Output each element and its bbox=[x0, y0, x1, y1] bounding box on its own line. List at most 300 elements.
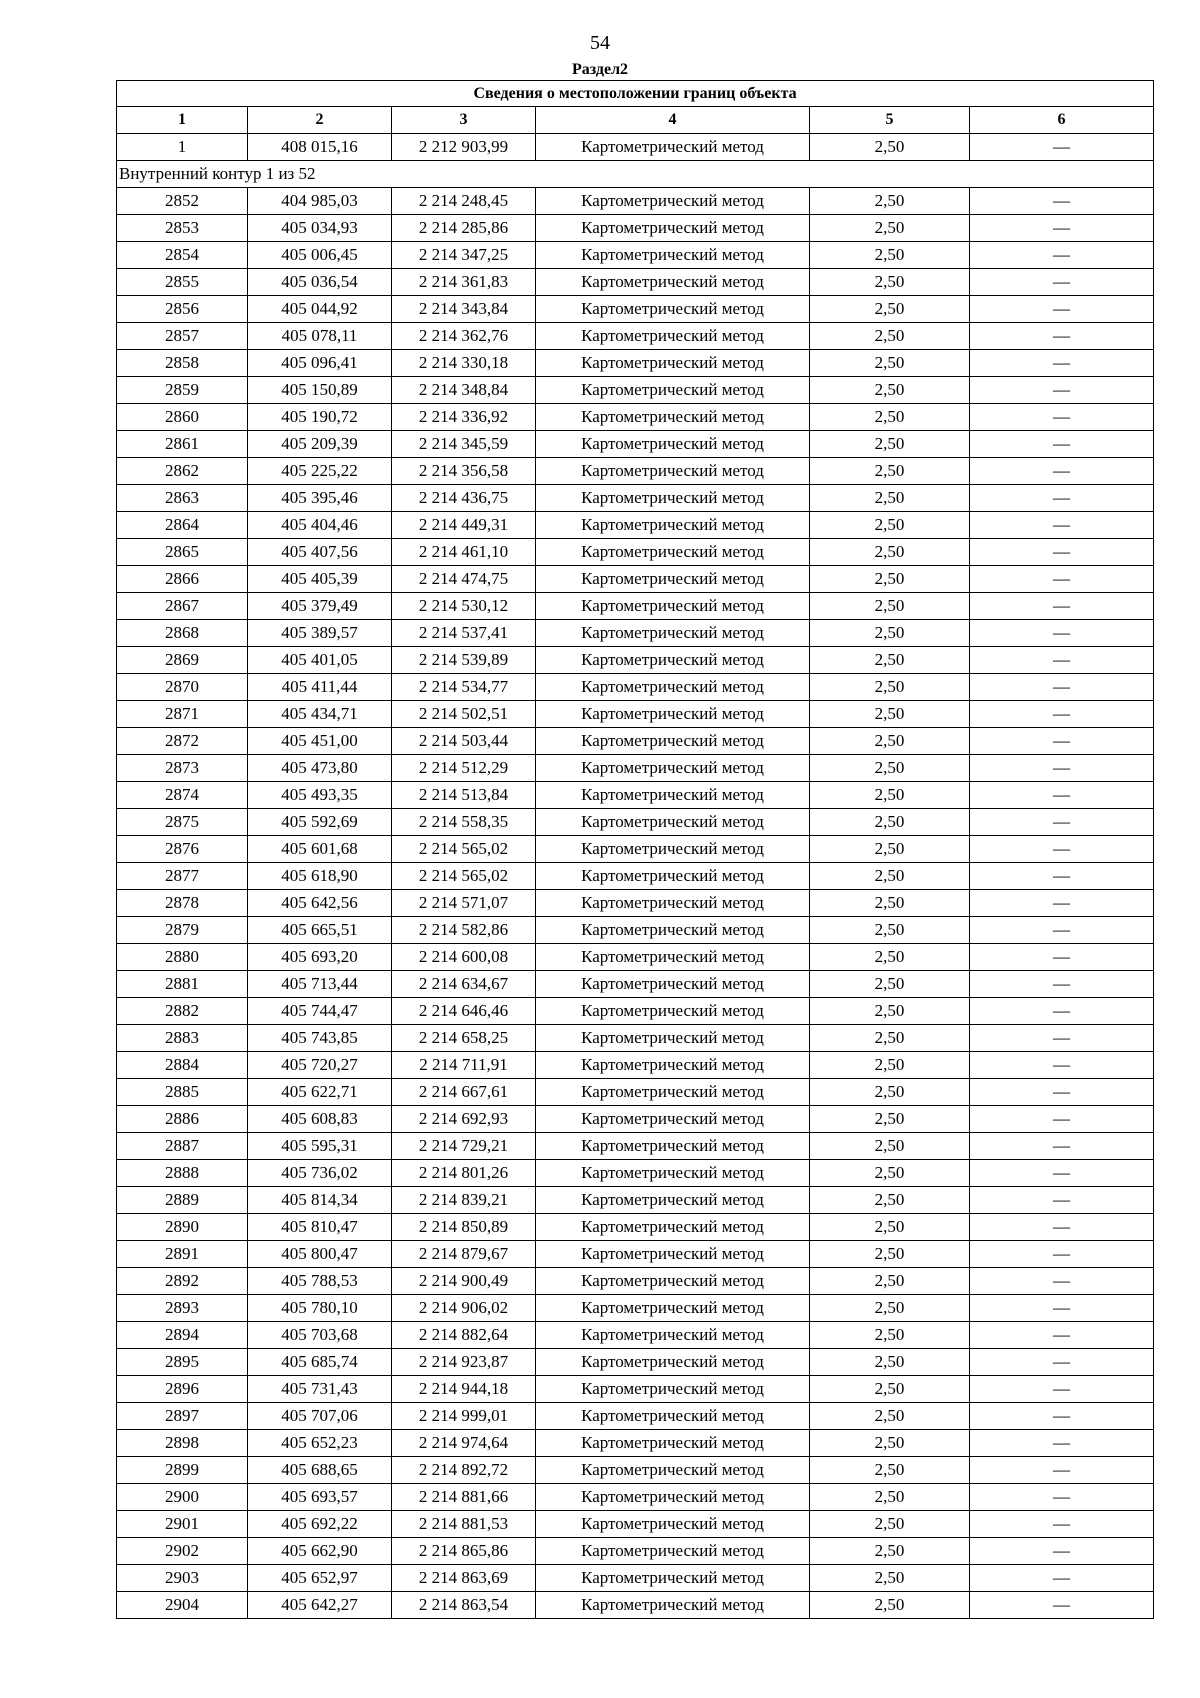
table-row bbox=[117, 1079, 1154, 1106]
accuracy-cell: 2,50 bbox=[810, 1592, 970, 1619]
x-coordinate-cell: 405 652,97 bbox=[248, 1565, 392, 1592]
y-coordinate-cell: 2 214 667,61 bbox=[392, 1079, 536, 1106]
x-coordinate-cell: 405 642,56 bbox=[248, 890, 392, 917]
accuracy-cell: 2,50 bbox=[810, 674, 970, 701]
accuracy-cell: 2,50 bbox=[810, 1133, 970, 1160]
point-number-cell: 2902 bbox=[117, 1538, 248, 1565]
description-cell: — bbox=[970, 1268, 1154, 1295]
method-cell: Картометрический метод bbox=[536, 1241, 810, 1268]
y-coordinate-cell: 2 214 900,49 bbox=[392, 1268, 536, 1295]
accuracy-cell: 2,50 bbox=[810, 647, 970, 674]
x-coordinate-cell: 405 404,46 bbox=[248, 512, 392, 539]
y-coordinate-cell: 2 214 537,41 bbox=[392, 620, 536, 647]
point-number-cell: 2871 bbox=[117, 701, 248, 728]
table-row bbox=[117, 1430, 1154, 1457]
description-cell: — bbox=[970, 1295, 1154, 1322]
method-cell: Картометрический метод bbox=[536, 1133, 810, 1160]
description-cell: — bbox=[970, 1025, 1154, 1052]
y-coordinate-cell: 2 214 502,51 bbox=[392, 701, 536, 728]
table-row bbox=[117, 188, 1154, 215]
point-number-cell: 2865 bbox=[117, 539, 248, 566]
table-row bbox=[117, 215, 1154, 242]
y-coordinate-cell: 2 214 571,07 bbox=[392, 890, 536, 917]
description-cell: — bbox=[970, 647, 1154, 674]
point-number-cell: 2881 bbox=[117, 971, 248, 998]
y-coordinate-cell: 2 214 347,25 bbox=[392, 242, 536, 269]
accuracy-cell: 2,50 bbox=[810, 863, 970, 890]
accuracy-cell: 2,50 bbox=[810, 1484, 970, 1511]
description-cell: — bbox=[970, 1484, 1154, 1511]
point-number-cell: 2892 bbox=[117, 1268, 248, 1295]
method-cell: Картометрический метод bbox=[536, 944, 810, 971]
method-cell: Картометрический метод bbox=[536, 269, 810, 296]
x-coordinate-cell: 405 693,57 bbox=[248, 1484, 392, 1511]
method-cell: Картометрический метод bbox=[536, 971, 810, 998]
x-coordinate-cell: 405 713,44 bbox=[248, 971, 392, 998]
method-cell: Картометрический метод bbox=[536, 1079, 810, 1106]
point-number-cell: 2872 bbox=[117, 728, 248, 755]
point-number-cell: 2883 bbox=[117, 1025, 248, 1052]
method-cell: Картометрический метод bbox=[536, 1025, 810, 1052]
x-coordinate-cell: 405 225,22 bbox=[248, 458, 392, 485]
accuracy-cell: 2,50 bbox=[810, 755, 970, 782]
table-row bbox=[117, 242, 1154, 269]
accuracy-cell: 2,50 bbox=[810, 512, 970, 539]
x-coordinate-cell: 405 608,83 bbox=[248, 1106, 392, 1133]
x-coordinate-cell: 405 006,45 bbox=[248, 242, 392, 269]
x-coordinate-cell: 405 743,85 bbox=[248, 1025, 392, 1052]
accuracy-cell: 2,50 bbox=[810, 539, 970, 566]
point-number-cell: 2858 bbox=[117, 350, 248, 377]
x-coordinate-cell: 405 592,69 bbox=[248, 809, 392, 836]
accuracy-cell: 2,50 bbox=[810, 350, 970, 377]
x-coordinate-cell: 405 209,39 bbox=[248, 431, 392, 458]
y-coordinate-cell: 2 214 512,29 bbox=[392, 755, 536, 782]
x-coordinate-cell: 405 411,44 bbox=[248, 674, 392, 701]
table-row bbox=[117, 1214, 1154, 1241]
x-coordinate-cell: 405 810,47 bbox=[248, 1214, 392, 1241]
method-cell: Картометрический метод bbox=[536, 647, 810, 674]
description-cell: — bbox=[970, 188, 1154, 215]
description-cell: — bbox=[970, 1160, 1154, 1187]
description-cell: — bbox=[970, 1511, 1154, 1538]
x-coordinate-cell: 405 401,05 bbox=[248, 647, 392, 674]
table-row bbox=[117, 593, 1154, 620]
table-row bbox=[117, 809, 1154, 836]
x-coordinate-cell: 405 395,46 bbox=[248, 485, 392, 512]
y-coordinate-cell: 2 214 879,67 bbox=[392, 1241, 536, 1268]
method-cell: Картометрический метод bbox=[536, 1484, 810, 1511]
point-number-cell: 2901 bbox=[117, 1511, 248, 1538]
y-coordinate-cell: 2 214 285,86 bbox=[392, 215, 536, 242]
x-coordinate-cell: 404 985,03 bbox=[248, 188, 392, 215]
accuracy-cell: 2,50 bbox=[810, 1430, 970, 1457]
y-coordinate-cell: 2 214 999,01 bbox=[392, 1403, 536, 1430]
point-number-cell: 2880 bbox=[117, 944, 248, 971]
accuracy-cell: 2,50 bbox=[810, 269, 970, 296]
point-number-cell: 2903 bbox=[117, 1565, 248, 1592]
method-cell: Картометрический метод bbox=[536, 566, 810, 593]
page-number: 54 bbox=[590, 32, 610, 54]
point-number-cell: 2862 bbox=[117, 458, 248, 485]
table-row bbox=[117, 1349, 1154, 1376]
description-cell: — bbox=[970, 1457, 1154, 1484]
point-number-cell: 2890 bbox=[117, 1214, 248, 1241]
table-row bbox=[117, 1106, 1154, 1133]
point-number-cell: 2853 bbox=[117, 215, 248, 242]
table-row bbox=[117, 512, 1154, 539]
point-number-cell: 2868 bbox=[117, 620, 248, 647]
method-cell: Картометрический метод bbox=[536, 1106, 810, 1133]
description-cell: — bbox=[970, 458, 1154, 485]
accuracy-cell: 2,50 bbox=[810, 1268, 970, 1295]
accuracy-cell: 2,50 bbox=[810, 1025, 970, 1052]
point-number-cell: 2852 bbox=[117, 188, 248, 215]
point-number-cell: 2874 bbox=[117, 782, 248, 809]
accuracy-cell: 2,50 bbox=[810, 1241, 970, 1268]
x-coordinate-cell: 405 150,89 bbox=[248, 377, 392, 404]
x-coordinate-cell: 405 096,41 bbox=[248, 350, 392, 377]
method-cell: Картометрический метод bbox=[536, 1268, 810, 1295]
y-coordinate-cell: 2 214 345,59 bbox=[392, 431, 536, 458]
method-cell: Картометрический метод bbox=[536, 350, 810, 377]
accuracy-cell: 2,50 bbox=[810, 836, 970, 863]
point-number-cell: 2861 bbox=[117, 431, 248, 458]
column-number-row bbox=[117, 107, 1154, 134]
contour-label-row bbox=[117, 161, 1154, 188]
point-number-cell: 2904 bbox=[117, 1592, 248, 1619]
table-row bbox=[117, 863, 1154, 890]
x-coordinate-cell: 405 652,23 bbox=[248, 1430, 392, 1457]
description-cell: — bbox=[970, 134, 1154, 161]
y-coordinate-cell: 2 214 944,18 bbox=[392, 1376, 536, 1403]
accuracy-cell: 2,50 bbox=[810, 1214, 970, 1241]
point-number-cell: 2856 bbox=[117, 296, 248, 323]
x-coordinate-cell: 405 800,47 bbox=[248, 1241, 392, 1268]
table-row bbox=[117, 1295, 1154, 1322]
description-cell: — bbox=[970, 728, 1154, 755]
table-row bbox=[117, 890, 1154, 917]
table-row bbox=[117, 944, 1154, 971]
point-number-cell: 2877 bbox=[117, 863, 248, 890]
table-row bbox=[117, 647, 1154, 674]
table-row bbox=[117, 728, 1154, 755]
accuracy-cell: 2,50 bbox=[810, 242, 970, 269]
y-coordinate-cell: 2 214 658,25 bbox=[392, 1025, 536, 1052]
accuracy-cell: 2,50 bbox=[810, 1349, 970, 1376]
point-number-cell: 2864 bbox=[117, 512, 248, 539]
accuracy-cell: 2,50 bbox=[810, 323, 970, 350]
method-cell: Картометрический метод bbox=[536, 1376, 810, 1403]
accuracy-cell: 2,50 bbox=[810, 620, 970, 647]
y-coordinate-cell: 2 214 530,12 bbox=[392, 593, 536, 620]
y-coordinate-cell: 2 214 582,86 bbox=[392, 917, 536, 944]
table-row bbox=[117, 458, 1154, 485]
accuracy-cell: 2,50 bbox=[810, 701, 970, 728]
table-row bbox=[117, 1241, 1154, 1268]
point-number-cell: 2859 bbox=[117, 377, 248, 404]
y-coordinate-cell: 2 214 692,93 bbox=[392, 1106, 536, 1133]
method-cell: Картометрический метод bbox=[536, 593, 810, 620]
accuracy-cell: 2,50 bbox=[810, 971, 970, 998]
accuracy-cell: 2,50 bbox=[810, 1538, 970, 1565]
table-row bbox=[117, 269, 1154, 296]
x-coordinate-cell: 405 693,20 bbox=[248, 944, 392, 971]
description-cell: — bbox=[970, 296, 1154, 323]
method-cell: Картометрический метод bbox=[536, 917, 810, 944]
y-coordinate-cell: 2 214 600,08 bbox=[392, 944, 536, 971]
table-row bbox=[117, 296, 1154, 323]
y-coordinate-cell: 2 214 882,64 bbox=[392, 1322, 536, 1349]
x-coordinate-cell: 405 601,68 bbox=[248, 836, 392, 863]
point-number-cell: 2887 bbox=[117, 1133, 248, 1160]
x-coordinate-cell: 408 015,16 bbox=[248, 134, 392, 161]
section-title: Раздел2 bbox=[571, 61, 629, 78]
table-row bbox=[117, 1538, 1154, 1565]
point-number-cell: 2860 bbox=[117, 404, 248, 431]
description-cell: — bbox=[970, 1322, 1154, 1349]
accuracy-cell: 2,50 bbox=[810, 215, 970, 242]
point-number-cell: 2870 bbox=[117, 674, 248, 701]
x-coordinate-cell: 405 642,27 bbox=[248, 1592, 392, 1619]
point-number-cell: 2886 bbox=[117, 1106, 248, 1133]
x-coordinate-cell: 405 731,43 bbox=[248, 1376, 392, 1403]
point-number-cell: 2899 bbox=[117, 1457, 248, 1484]
method-cell: Картометрический метод bbox=[536, 1430, 810, 1457]
accuracy-cell: 2,50 bbox=[810, 404, 970, 431]
column-number: 3 bbox=[392, 107, 536, 134]
method-cell: Картометрический метод bbox=[536, 1457, 810, 1484]
point-number-cell: 2882 bbox=[117, 998, 248, 1025]
x-coordinate-cell: 405 473,80 bbox=[248, 755, 392, 782]
description-cell: — bbox=[970, 782, 1154, 809]
column-number: 6 bbox=[970, 107, 1154, 134]
description-cell: — bbox=[970, 1592, 1154, 1619]
y-coordinate-cell: 2 214 343,84 bbox=[392, 296, 536, 323]
y-coordinate-cell: 2 214 801,26 bbox=[392, 1160, 536, 1187]
table-row bbox=[117, 485, 1154, 512]
method-cell: Картометрический метод bbox=[536, 1295, 810, 1322]
x-coordinate-cell: 405 814,34 bbox=[248, 1187, 392, 1214]
y-coordinate-cell: 2 214 336,92 bbox=[392, 404, 536, 431]
table-row bbox=[117, 1457, 1154, 1484]
y-coordinate-cell: 2 214 906,02 bbox=[392, 1295, 536, 1322]
table-caption-row bbox=[117, 81, 1154, 107]
description-cell: — bbox=[970, 755, 1154, 782]
table-row bbox=[117, 1052, 1154, 1079]
table-row bbox=[117, 134, 1154, 161]
y-coordinate-cell: 2 214 863,69 bbox=[392, 1565, 536, 1592]
description-cell: — bbox=[970, 242, 1154, 269]
table-row bbox=[117, 377, 1154, 404]
method-cell: Картометрический метод bbox=[536, 1538, 810, 1565]
y-coordinate-cell: 2 214 634,67 bbox=[392, 971, 536, 998]
x-coordinate-cell: 405 379,49 bbox=[248, 593, 392, 620]
y-coordinate-cell: 2 214 503,44 bbox=[392, 728, 536, 755]
table-row bbox=[117, 674, 1154, 701]
description-cell: — bbox=[970, 512, 1154, 539]
accuracy-cell: 2,50 bbox=[810, 1106, 970, 1133]
description-cell: — bbox=[970, 674, 1154, 701]
table-row bbox=[117, 350, 1154, 377]
description-cell: — bbox=[970, 593, 1154, 620]
x-coordinate-cell: 405 662,90 bbox=[248, 1538, 392, 1565]
description-cell: — bbox=[970, 269, 1154, 296]
method-cell: Картометрический метод bbox=[536, 809, 810, 836]
table-caption: Сведения о местоположении границ объекта bbox=[117, 81, 1154, 107]
description-cell: — bbox=[970, 917, 1154, 944]
table-row bbox=[117, 1403, 1154, 1430]
method-cell: Картометрический метод bbox=[536, 458, 810, 485]
x-coordinate-cell: 405 688,65 bbox=[248, 1457, 392, 1484]
y-coordinate-cell: 2 214 558,35 bbox=[392, 809, 536, 836]
description-cell: — bbox=[970, 1079, 1154, 1106]
description-cell: — bbox=[970, 620, 1154, 647]
y-coordinate-cell: 2 214 974,64 bbox=[392, 1430, 536, 1457]
description-cell: — bbox=[970, 539, 1154, 566]
description-cell: — bbox=[970, 1349, 1154, 1376]
description-cell: — bbox=[970, 485, 1154, 512]
table-row bbox=[117, 323, 1154, 350]
description-cell: — bbox=[970, 998, 1154, 1025]
accuracy-cell: 2,50 bbox=[810, 917, 970, 944]
method-cell: Картометрический метод bbox=[536, 1052, 810, 1079]
y-coordinate-cell: 2 214 436,75 bbox=[392, 485, 536, 512]
table-row bbox=[117, 836, 1154, 863]
y-coordinate-cell: 2 214 534,77 bbox=[392, 674, 536, 701]
method-cell: Картометрический метод bbox=[536, 134, 810, 161]
accuracy-cell: 2,50 bbox=[810, 1565, 970, 1592]
table-row bbox=[117, 1187, 1154, 1214]
table-row bbox=[117, 971, 1154, 998]
accuracy-cell: 2,50 bbox=[810, 809, 970, 836]
x-coordinate-cell: 405 036,54 bbox=[248, 269, 392, 296]
column-number: 5 bbox=[810, 107, 970, 134]
point-number-cell: 2888 bbox=[117, 1160, 248, 1187]
y-coordinate-cell: 2 214 565,02 bbox=[392, 863, 536, 890]
boundary-coordinates-table bbox=[116, 80, 1154, 1619]
description-cell: — bbox=[970, 863, 1154, 890]
x-coordinate-cell: 405 703,68 bbox=[248, 1322, 392, 1349]
table-row bbox=[117, 1268, 1154, 1295]
x-coordinate-cell: 405 692,22 bbox=[248, 1511, 392, 1538]
column-number: 2 bbox=[248, 107, 392, 134]
description-cell: — bbox=[970, 1403, 1154, 1430]
point-number-cell: 2876 bbox=[117, 836, 248, 863]
table-row bbox=[117, 1565, 1154, 1592]
point-number-cell: 2900 bbox=[117, 1484, 248, 1511]
description-cell: — bbox=[970, 566, 1154, 593]
method-cell: Картометрический метод bbox=[536, 782, 810, 809]
point-number-cell: 2869 bbox=[117, 647, 248, 674]
point-number-cell: 2857 bbox=[117, 323, 248, 350]
y-coordinate-cell: 2 214 881,53 bbox=[392, 1511, 536, 1538]
point-number-cell: 2893 bbox=[117, 1295, 248, 1322]
description-cell: — bbox=[970, 431, 1154, 458]
x-coordinate-cell: 405 736,02 bbox=[248, 1160, 392, 1187]
method-cell: Картометрический метод bbox=[536, 620, 810, 647]
description-cell: — bbox=[970, 1133, 1154, 1160]
method-cell: Картометрический метод bbox=[536, 215, 810, 242]
method-cell: Картометрический метод bbox=[536, 539, 810, 566]
accuracy-cell: 2,50 bbox=[810, 890, 970, 917]
accuracy-cell: 2,50 bbox=[810, 377, 970, 404]
accuracy-cell: 2,50 bbox=[810, 998, 970, 1025]
method-cell: Картометрический метод bbox=[536, 890, 810, 917]
y-coordinate-cell: 2 214 711,91 bbox=[392, 1052, 536, 1079]
table-row bbox=[117, 620, 1154, 647]
method-cell: Картометрический метод bbox=[536, 296, 810, 323]
x-coordinate-cell: 405 078,11 bbox=[248, 323, 392, 350]
y-coordinate-cell: 2 214 330,18 bbox=[392, 350, 536, 377]
accuracy-cell: 2,50 bbox=[810, 1457, 970, 1484]
y-coordinate-cell: 2 212 903,99 bbox=[392, 134, 536, 161]
y-coordinate-cell: 2 214 923,87 bbox=[392, 1349, 536, 1376]
method-cell: Картометрический метод bbox=[536, 512, 810, 539]
method-cell: Картометрический метод bbox=[536, 431, 810, 458]
point-number-cell: 2898 bbox=[117, 1430, 248, 1457]
x-coordinate-cell: 405 788,53 bbox=[248, 1268, 392, 1295]
column-number: 1 bbox=[117, 107, 248, 134]
x-coordinate-cell: 405 720,27 bbox=[248, 1052, 392, 1079]
description-cell: — bbox=[970, 377, 1154, 404]
description-cell: — bbox=[970, 1214, 1154, 1241]
description-cell: — bbox=[970, 944, 1154, 971]
table-row bbox=[117, 1376, 1154, 1403]
x-coordinate-cell: 405 405,39 bbox=[248, 566, 392, 593]
description-cell: — bbox=[970, 1430, 1154, 1457]
method-cell: Картометрический метод bbox=[536, 1214, 810, 1241]
method-cell: Картометрический метод bbox=[536, 1160, 810, 1187]
y-coordinate-cell: 2 214 892,72 bbox=[392, 1457, 536, 1484]
accuracy-cell: 2,50 bbox=[810, 566, 970, 593]
y-coordinate-cell: 2 214 865,86 bbox=[392, 1538, 536, 1565]
x-coordinate-cell: 405 622,71 bbox=[248, 1079, 392, 1106]
point-number-cell: 1 bbox=[117, 134, 248, 161]
accuracy-cell: 2,50 bbox=[810, 1295, 970, 1322]
point-number-cell: 2854 bbox=[117, 242, 248, 269]
table-row bbox=[117, 998, 1154, 1025]
y-coordinate-cell: 2 214 513,84 bbox=[392, 782, 536, 809]
accuracy-cell: 2,50 bbox=[810, 188, 970, 215]
y-coordinate-cell: 2 214 362,76 bbox=[392, 323, 536, 350]
table-row bbox=[117, 1592, 1154, 1619]
accuracy-cell: 2,50 bbox=[810, 134, 970, 161]
description-cell: — bbox=[970, 1052, 1154, 1079]
y-coordinate-cell: 2 214 863,54 bbox=[392, 1592, 536, 1619]
table-body bbox=[117, 134, 1154, 1619]
x-coordinate-cell: 405 618,90 bbox=[248, 863, 392, 890]
accuracy-cell: 2,50 bbox=[810, 1376, 970, 1403]
x-coordinate-cell: 405 044,92 bbox=[248, 296, 392, 323]
y-coordinate-cell: 2 214 356,58 bbox=[392, 458, 536, 485]
method-cell: Картометрический метод bbox=[536, 1565, 810, 1592]
description-cell: — bbox=[970, 1106, 1154, 1133]
description-cell: — bbox=[970, 404, 1154, 431]
column-number: 4 bbox=[536, 107, 810, 134]
y-coordinate-cell: 2 214 461,10 bbox=[392, 539, 536, 566]
x-coordinate-cell: 405 595,31 bbox=[248, 1133, 392, 1160]
table-row bbox=[117, 539, 1154, 566]
method-cell: Картометрический метод bbox=[536, 323, 810, 350]
accuracy-cell: 2,50 bbox=[810, 1403, 970, 1430]
point-number-cell: 2867 bbox=[117, 593, 248, 620]
point-number-cell: 2855 bbox=[117, 269, 248, 296]
table-row bbox=[117, 1511, 1154, 1538]
point-number-cell: 2889 bbox=[117, 1187, 248, 1214]
table-row bbox=[117, 1025, 1154, 1052]
x-coordinate-cell: 405 434,71 bbox=[248, 701, 392, 728]
